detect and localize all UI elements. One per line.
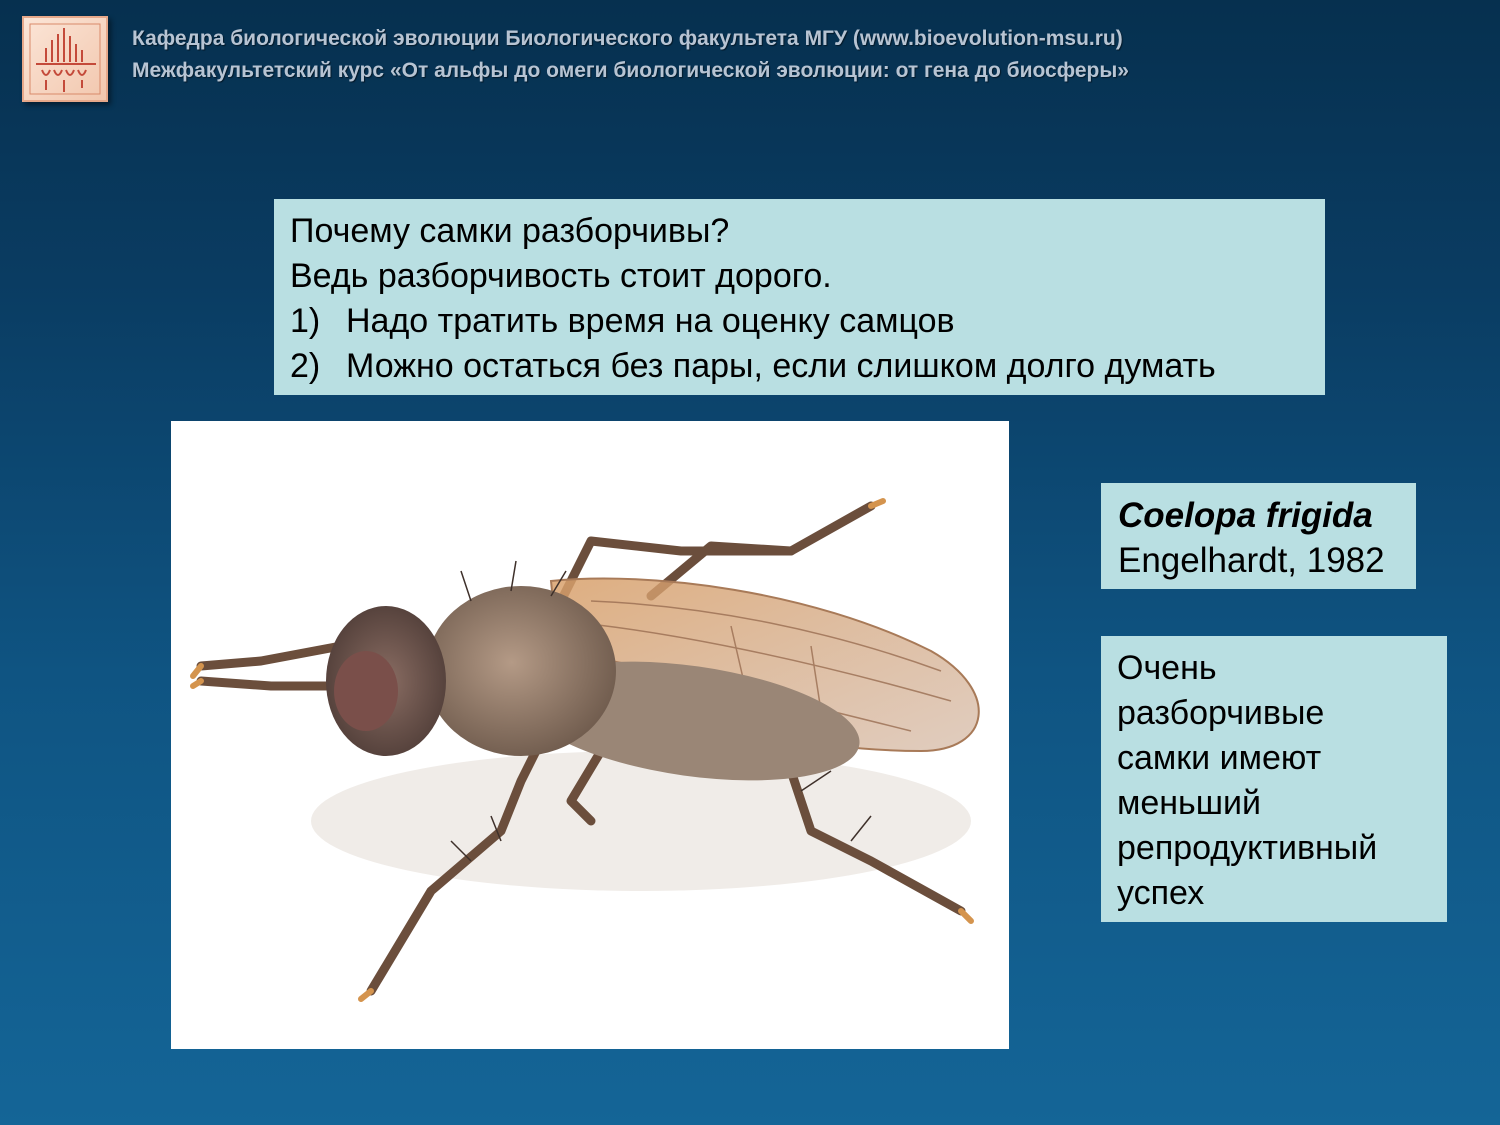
list-item: [290, 299, 1325, 344]
species-box: [1101, 483, 1416, 589]
note-line: успех: [1117, 874, 1205, 912]
note-line: разборчивые: [1117, 694, 1325, 732]
header-course-line: Межфакультетский курс «От альфы до омеги биологической эволюции: от гена до биосферы»: [132, 59, 1129, 82]
question-subtitle: Ведь разборчивость стоит дорого.: [290, 257, 832, 295]
question-title: Почему самки разборчивы?: [290, 212, 730, 250]
list-item-text: Можно остаться без пары, если слишком долго думать: [346, 347, 1216, 385]
note-line: репродуктивный: [1117, 829, 1378, 867]
department-logo-icon: [22, 16, 108, 102]
header-department-line: Кафедра биологической эволюции Биологического факультета МГУ (www.bioevolution-msu.ru): [132, 27, 1123, 50]
list-item: [290, 344, 1325, 389]
list-item-number: 1): [290, 302, 321, 340]
list-item-number: 2): [290, 347, 321, 385]
note-line: самки имеют: [1117, 739, 1322, 777]
list-item-text: Надо тратить время на оценку самцов: [346, 302, 955, 340]
note-box: [1101, 636, 1447, 922]
fly-photo: [171, 421, 1009, 1049]
question-box: [274, 199, 1325, 395]
note-line: меньший: [1117, 784, 1262, 822]
species-author: Engelhardt, 1982: [1118, 541, 1385, 580]
species-name: Coelopa frigida: [1118, 496, 1373, 535]
note-line: Очень: [1117, 649, 1217, 687]
